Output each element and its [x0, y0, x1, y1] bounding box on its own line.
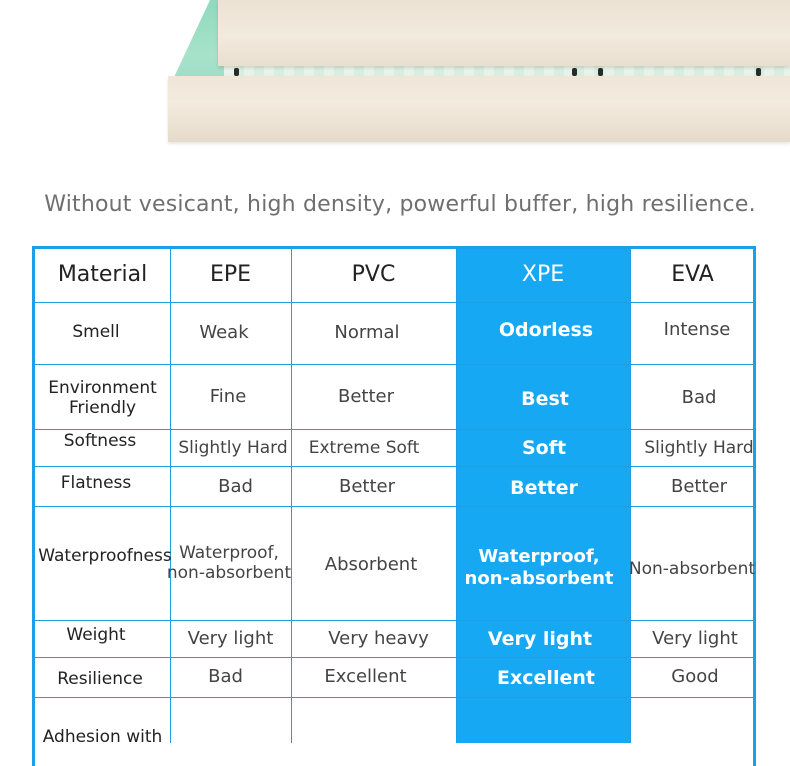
header-material: Material [57, 262, 148, 288]
mat-print-mark [598, 68, 603, 76]
header-pvc: PVC [351, 262, 396, 288]
cell-epe-resilience: Bad [208, 666, 243, 688]
mat-bottom-layer [168, 76, 790, 142]
cell-pvc-waterproofness: Absorbent [324, 554, 418, 576]
mat-top-layer [218, 0, 790, 66]
cell-xpe-flatness: Better [510, 476, 578, 499]
cell-eva-waterproofness: Non-absorbent [628, 558, 756, 579]
mat-print-mark [572, 68, 577, 76]
header-eva: EVA [671, 262, 714, 288]
tagline: Without vesicant, high density, powerful buffer, high resilience. [44, 192, 756, 217]
row-label-environment-friendly: Environment Friendly [48, 377, 157, 418]
row-label-waterproofness: Waterproofness [38, 545, 172, 566]
cell-eva-smell: Intense [663, 319, 731, 341]
row-label-adhesion: Adhesion with [42, 727, 163, 747]
cell-eva-weight: Very light [652, 627, 738, 649]
cell-epe-weight: Very light [187, 627, 274, 649]
header-epe: EPE [209, 262, 252, 288]
row-label-resilience: Resilience [57, 668, 143, 689]
row-label-smell: Smell [72, 321, 120, 342]
mat-print-mark [234, 68, 239, 76]
row-label-weight: Weight [66, 624, 126, 645]
cell-epe-environment: Fine [209, 385, 247, 407]
cell-pvc-resilience: Excellent [324, 666, 407, 688]
cell-eva-flatness: Better [670, 476, 727, 498]
cell-xpe-waterproofness: Waterproof, non-absorbent [464, 546, 614, 589]
cell-eva-resilience: Good [671, 666, 719, 688]
cell-xpe-environment: Best [521, 387, 569, 410]
cell-eva-softness: Slightly Hard [644, 438, 754, 459]
header-xpe: XPE [521, 262, 565, 288]
cell-pvc-flatness: Better [338, 476, 395, 498]
cell-eva-environment: Bad [681, 386, 717, 408]
product-image [0, 0, 790, 160]
cell-epe-flatness: Bad [218, 476, 253, 498]
cell-pvc-smell: Normal [334, 322, 400, 344]
mat-print-mark [756, 68, 761, 76]
cell-pvc-weight: Very heavy [328, 627, 429, 649]
cell-pvc-environment: Better [337, 385, 394, 407]
cell-xpe-weight: Very light [487, 628, 593, 651]
row-label-softness: Softness [63, 431, 137, 452]
cell-xpe-softness: Soft [521, 437, 567, 460]
cell-pvc-softness: Extreme Soft [308, 438, 420, 459]
cell-epe-smell: Weak [199, 322, 249, 344]
cell-epe-softness: Slightly Hard [178, 438, 288, 459]
row-label-flatness: Flatness [60, 472, 132, 493]
cell-xpe-smell: Odorless [498, 318, 594, 341]
cell-xpe-resilience: Excellent [497, 666, 595, 689]
cell-epe-waterproofness: Waterproof, non-absorbent [166, 542, 292, 583]
grid-line [35, 697, 755, 698]
